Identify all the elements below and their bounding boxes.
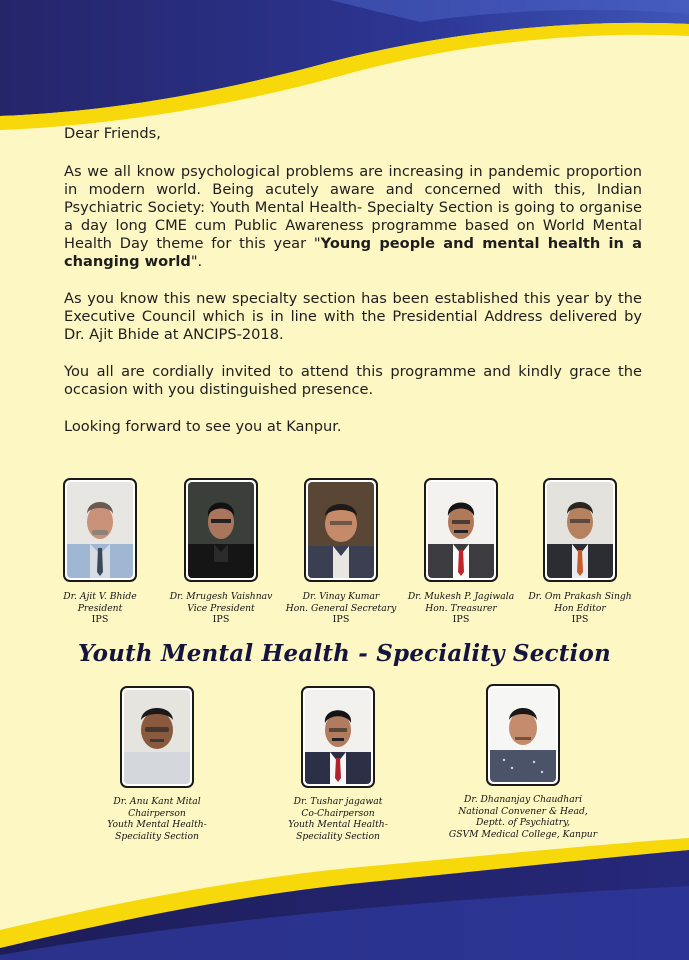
officer-role: Hon Editor	[554, 602, 606, 614]
officer-role: Vice President	[187, 602, 255, 614]
portrait-photo	[301, 686, 375, 788]
officer-org: IPS	[452, 614, 470, 625]
section-officer-chairperson	[95, 686, 219, 842]
section-officer-role: Chairperson	[128, 807, 186, 819]
section-officer-role: Co-Chairperson	[301, 807, 375, 819]
portrait-photo	[184, 478, 258, 582]
section-officer-line4: GSVM Medical College, Kanpur	[448, 828, 598, 840]
section-officer-line3: Deptt. of Psychiatry,	[475, 817, 571, 828]
officer-card-president	[40, 478, 160, 626]
letter-paragraph-3: You all are cordially invited to attend this programme and kindly grace the occasion with you distinguished presence.	[64, 363, 642, 398]
paragraph-1-theme: Young people and mental health in a changing world	[64, 235, 642, 270]
letter-body	[64, 125, 642, 455]
section-officer-name: Dr. Anu Kant Mital	[113, 796, 201, 807]
portrait-photo	[543, 478, 617, 582]
officer-name: Dr. Mrugesh Vaishnav	[169, 591, 273, 602]
portrait-photo	[63, 478, 137, 582]
portrait-photo	[424, 478, 498, 582]
officer-card-general-secretary	[280, 478, 402, 626]
section-officer-line3: Youth Mental Health-	[288, 819, 388, 830]
officer-name: Dr. Vinay Kumar	[302, 591, 380, 602]
officer-card-vice-president	[159, 478, 283, 626]
portrait-photo	[486, 684, 560, 786]
section-officer-line4: Speciality Section	[296, 830, 380, 842]
paragraph-1-text: As we all know psychological problems are increasing in pandemic proportion in modern world. Being acutely aware and concerned with this, Indian Psychiatric Society: Youth Mental Health- Specialty Section is going to organise a day long CME cum Public Awareness programme based on World Mental Health Day theme for this year "	[64, 163, 642, 252]
top-wave-navy	[0, 0, 689, 116]
letter-paragraph-4: Looking forward to see you at Kanpur.	[64, 418, 342, 435]
officer-org: IPS	[212, 614, 230, 625]
paragraph-1-end: ".	[190, 253, 203, 270]
officer-org: IPS	[332, 614, 350, 625]
letter-greeting: Dear Friends,	[64, 125, 161, 142]
officer-role: Hon. Treasurer	[425, 602, 497, 614]
section-officer-name: Dr. Tushar jagawat	[293, 796, 383, 807]
officer-org: IPS	[91, 614, 109, 625]
officer-name: Dr. Mukesh P. Jagiwala	[407, 591, 515, 602]
officer-name: Dr. Om Prakash Singh	[528, 591, 632, 602]
officer-card-treasurer	[400, 478, 522, 626]
officer-card-editor	[520, 478, 640, 626]
officer-name: Dr. Ajit V. Bhide	[63, 591, 137, 602]
officer-role: President	[77, 602, 123, 614]
section-officer-name: Dr. Dhananjay Chaudhari	[463, 794, 583, 805]
section-officer-line4: Speciality Section	[115, 830, 199, 842]
letter-paragraph-1	[64, 163, 642, 271]
section-officer-line3: Youth Mental Health-	[107, 819, 207, 830]
section-officer-convener	[445, 684, 601, 840]
section-title: Youth Mental Health - Speciality Section	[78, 640, 611, 667]
officer-role: Hon. General Secretary	[285, 602, 397, 614]
section-officer-role: National Convener & Head,	[458, 805, 588, 817]
portrait-photo	[120, 686, 194, 788]
letter-paragraph-2: As you know this new specialty section has been established this year by the Executive Council which is in line with the Presidential Address delivered by Dr. Ajit Bhide at ANCIPS-2018.	[64, 290, 642, 343]
portrait-photo	[304, 478, 378, 582]
section-officer-co-chairperson	[276, 686, 400, 842]
officer-org: IPS	[571, 614, 589, 625]
